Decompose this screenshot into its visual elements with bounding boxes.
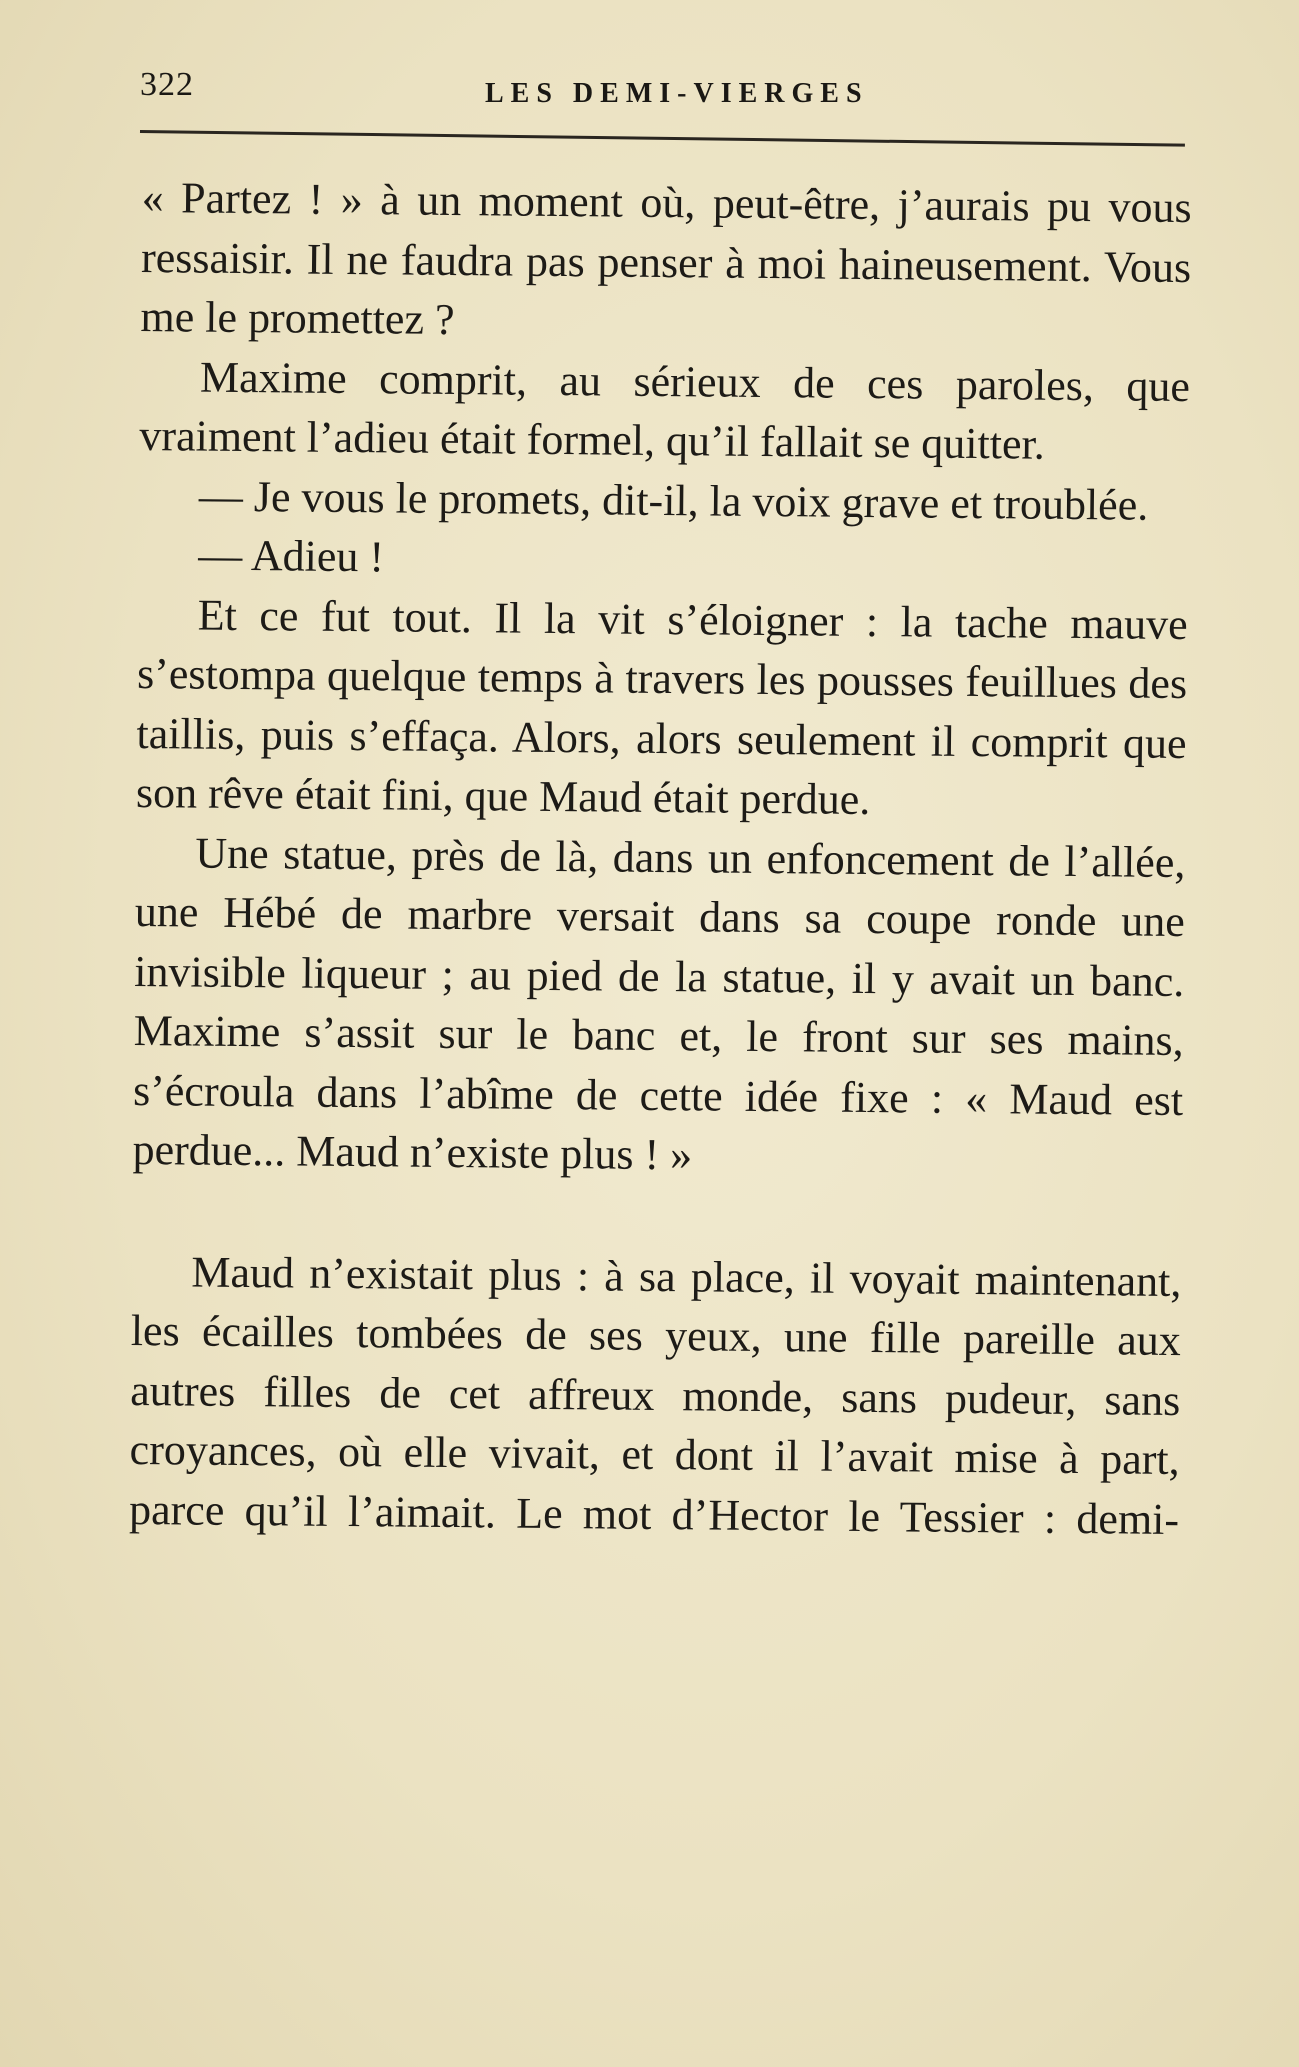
running-head: LES DEMI-VIERGES — [485, 78, 869, 109]
paragraph-4: — Adieu ! — [198, 530, 385, 582]
paragraph-5: Et ce fut tout. Il la vit s’éloigner : la tache mauve s’estompa quelque temps à travers les pousses feuillues des taillis, puis s’effaça. Alors, alors seulement il comprit que son rêve était fini, que Maud était perdue. — [135, 590, 1188, 825]
paragraph-2: Maxime comprit, au sérieux de ces paroles, que vraiment l’adieu était formel, qu’il fallait se quitter. — [139, 352, 1191, 469]
paragraph-3: — Je vous le promets, dit-il, la voix grave et troublée. — [198, 471, 1149, 530]
paragraph-6: Une statue, près de là, dans un enfoncement de l’allée, une Hébé de marbre versait dans sa coupe ronde une invisible liqueur ; au pied de la statue, il y avait un banc. Maxime s’assit sur le banc et, le front sur ses mains, s’écroula dans l’abîme de cette idée fixe : « Maud est perdue... Maud n’existe plus ! » — [132, 828, 1186, 1180]
paragraph-7: Maud n’existait plus : à sa place, il voyait maintenant, les écailles tombées de ses yeux, une fille pareille aux autres filles de cet affreux monde, sans pudeur, sans croyances, où elle vivait, et dont il l’avait mise à part, parce qu’il l’aimait. Le mot d’Hector le Tessier : demi- — [128, 1247, 1182, 1544]
body-text — [129, 168, 1192, 1549]
header-rule — [140, 130, 1185, 147]
paragraph-1: « Partez ! » à un moment où, peut-être, j’aurais pu vous ressaisir. Il ne faudra pas penser à moi haineusement. Vous me le promettez ? — [140, 172, 1192, 345]
page-number: 322 — [140, 66, 194, 103]
page-header — [140, 58, 1185, 118]
